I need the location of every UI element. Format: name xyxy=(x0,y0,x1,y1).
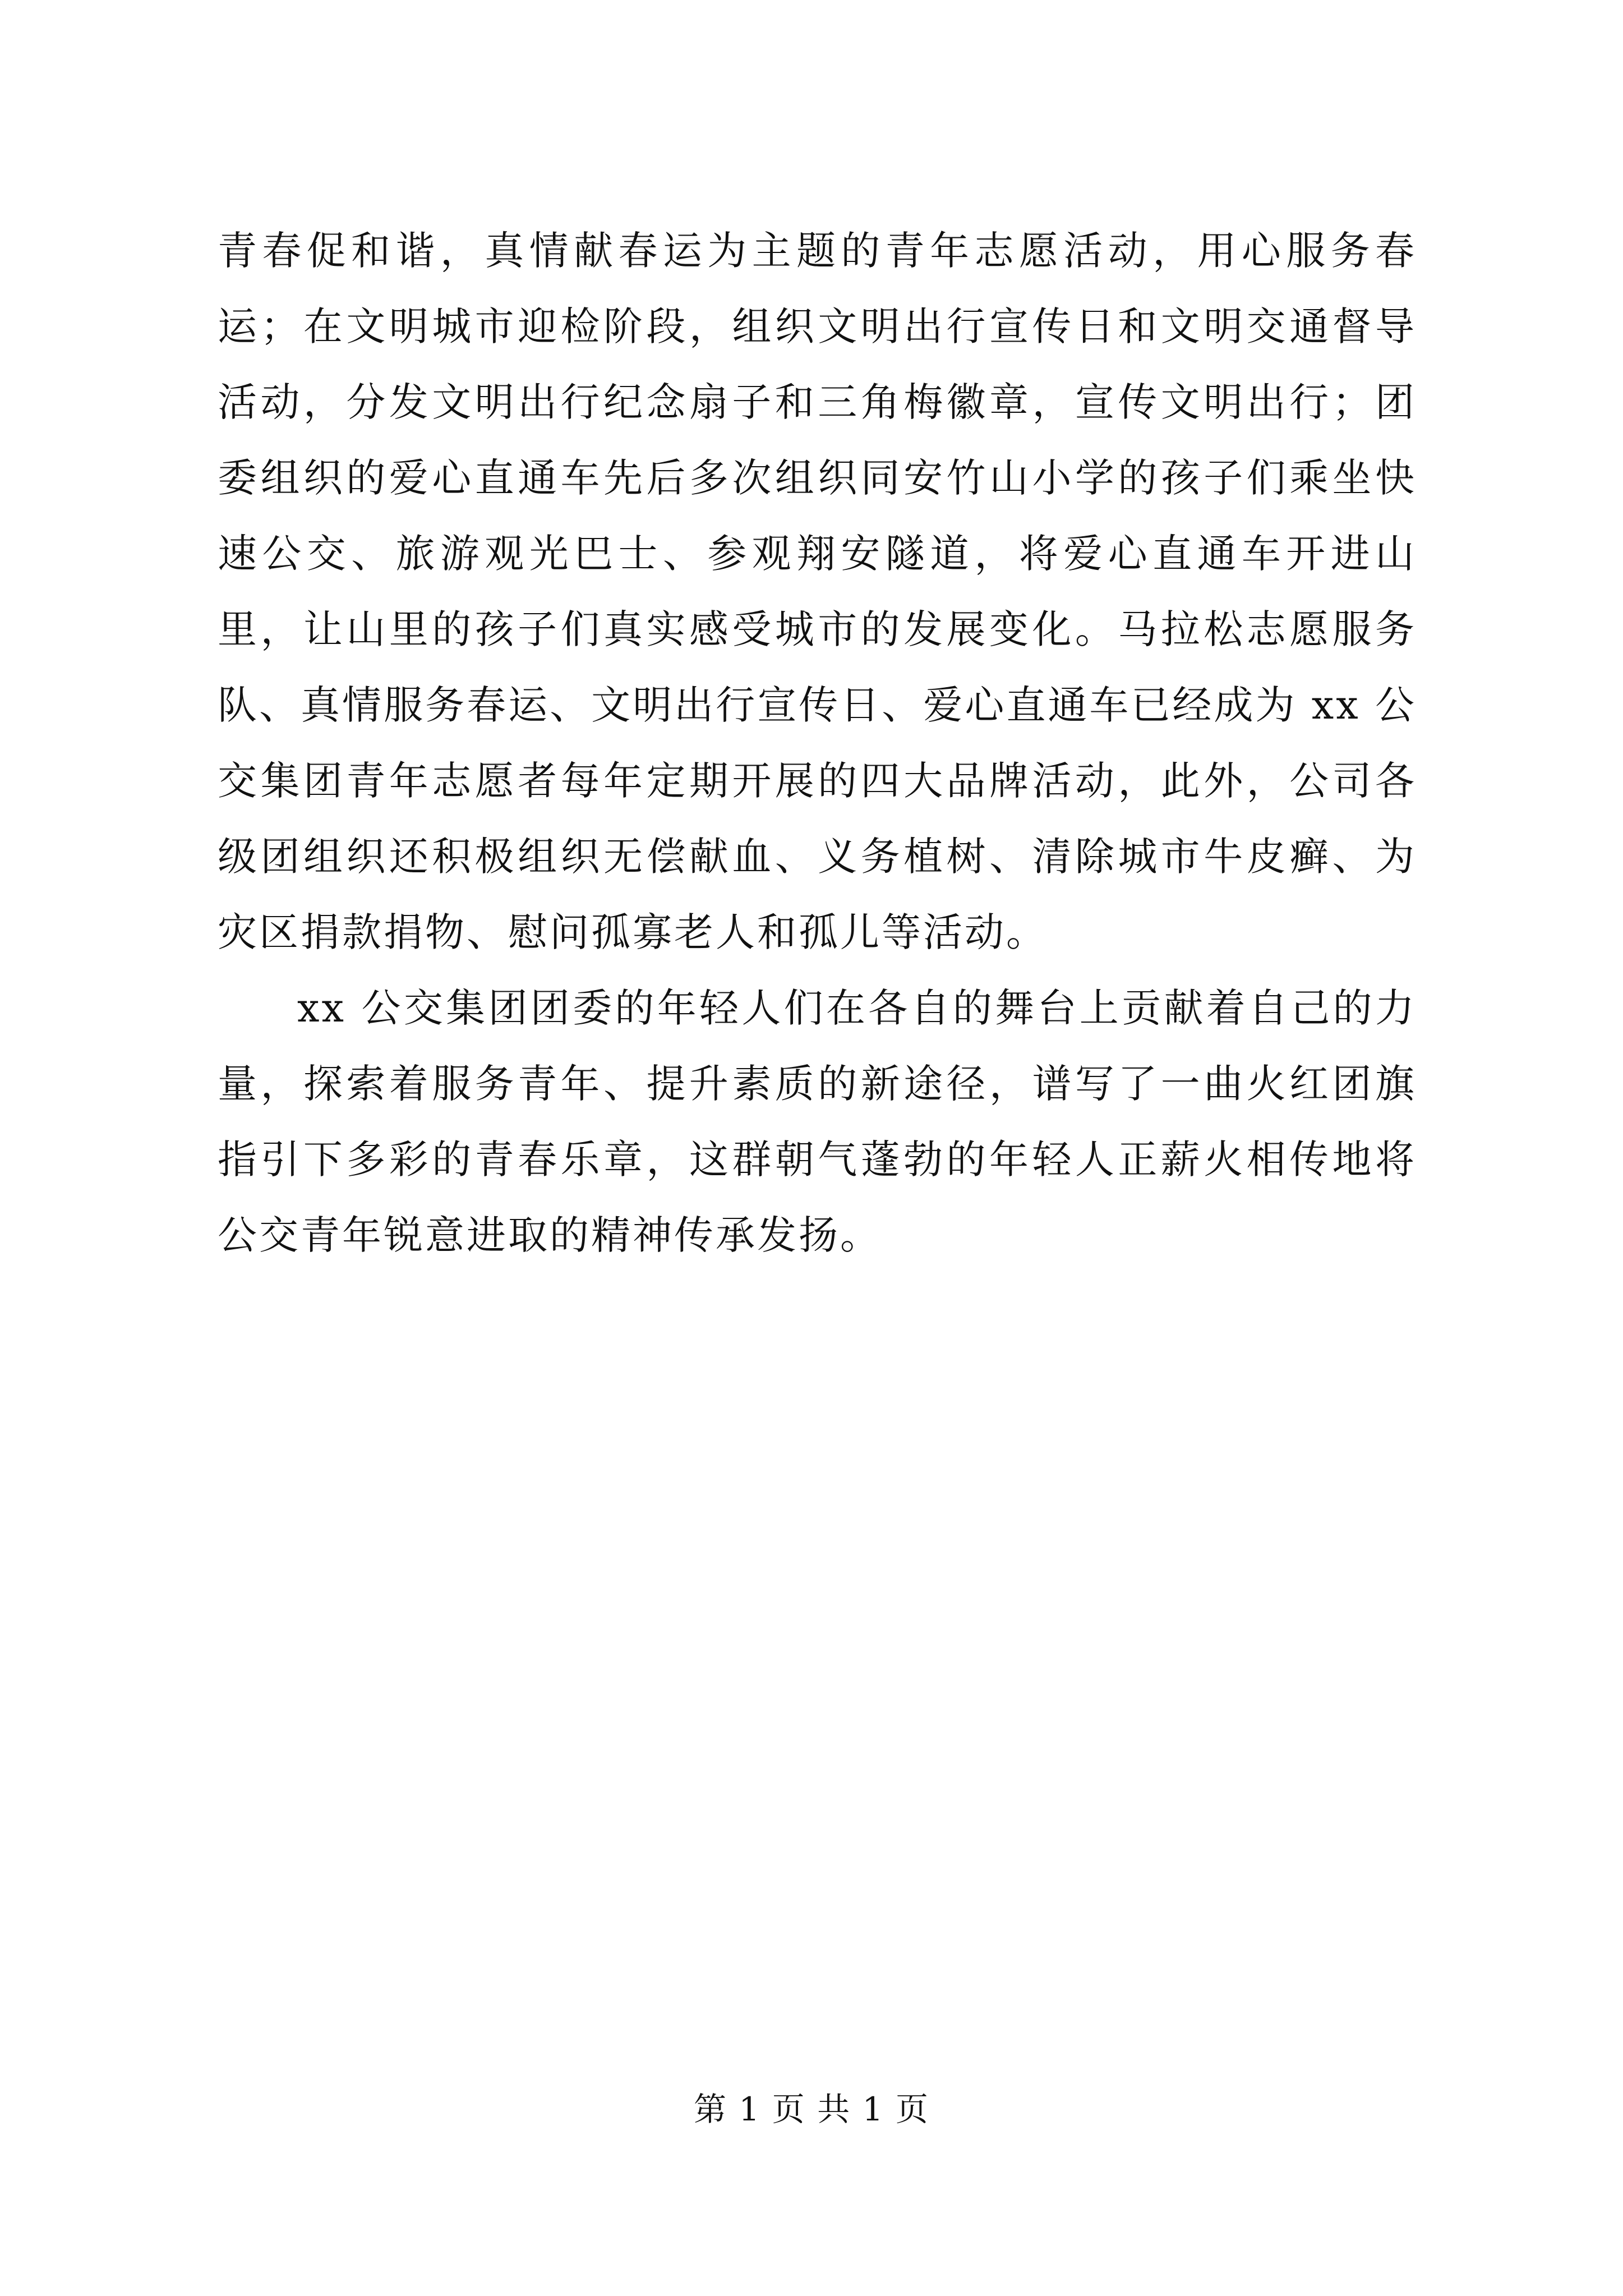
paragraph-2: xx 公交集团团委的年轻人们在各自的舞台上贡献着自己的力量，探索着服务青年、提升素质的新途径，谱写了一曲火红团旗指引下多彩的青春乐章，这群朝气蓬勃的年轻人正薪火相传地将公交青年锐意进取的精神传承发扬。 xyxy=(218,985,1417,1258)
document-body xyxy=(218,213,1417,1273)
page-footer: 第 1 页 共 1 页 xyxy=(694,2090,929,2128)
paragraph-1: 青春促和谐，真情献春运为主题的青年志愿活动，用心服务春运；在文明城市迎检阶段，组织文明出行宣传日和文明交通督导活动，分发文明出行纪念扇子和三角梅徽章，宣传文明出行；团委组织的爱心直通车先后多次组织同安竹山小学的孩子们乘坐快速公交、旅游观光巴士、参观翔安隧道，将爱心直通车开进山里，让山里的孩子们真实感受城市的发展变化。马拉松志愿服务队、真情服务春运、文明出行宣传日、爱心直通车已经成为 xx 公交集团青年志愿者每年定期开展的四大品牌活动，此外，公司各级团组织还积极组织无偿献血、义务植树、清除城市牛皮癣、为灾区捐款捐物、慰问孤寡老人和孤儿等活动。 xyxy=(218,228,1417,955)
